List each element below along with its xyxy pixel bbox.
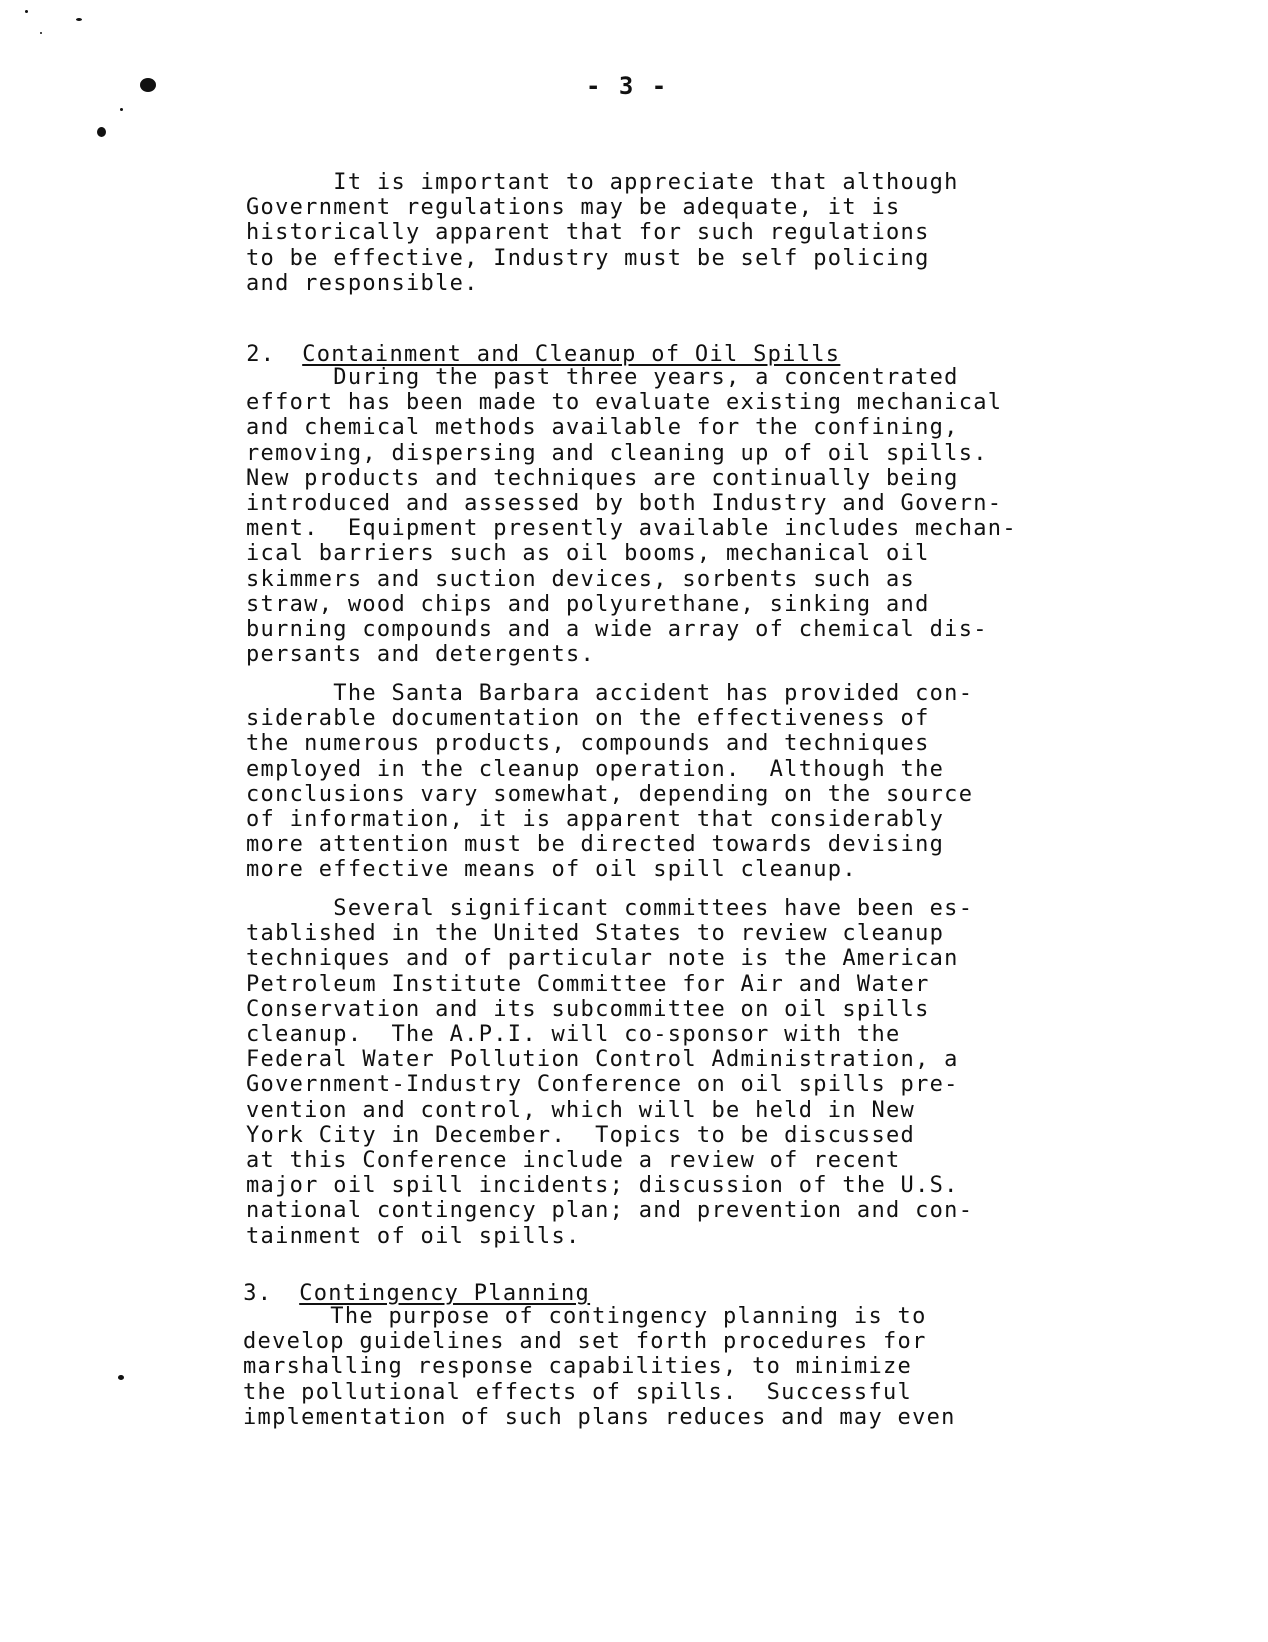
- text-line: tainment of oil spills.: [246, 1223, 581, 1249]
- text-line: Several significant committees have been es-: [246, 896, 974, 921]
- ink-speck: [140, 78, 156, 92]
- text-line: Government-Industry Conference on oil spills pre-: [246, 1072, 959, 1098]
- text-line: the numerous products, compounds and techniques: [246, 731, 930, 757]
- text-line: The purpose of contingency planning is to: [243, 1304, 927, 1329]
- text-line: implementation of such plans reduces and may even: [243, 1404, 956, 1430]
- text-line: Conservation and its subcommittee on oil spills: [246, 996, 930, 1022]
- text-line: more effective means of oil spill cleanup.: [246, 857, 857, 883]
- text-line: skimmers and suction devices, sorbents such as: [246, 566, 916, 592]
- section-2-paragraph: [246, 365, 1017, 667]
- ink-speck: [120, 108, 123, 111]
- intro-paragraph: [246, 170, 959, 296]
- text-line: removing, dispersing and cleaning up of oil spills.: [246, 440, 988, 466]
- text-line: and chemical methods available for the confining,: [246, 415, 959, 441]
- text-line: cleanup. The A.P.I. will co-sponsor with the: [246, 1022, 901, 1048]
- text-line: ical barriers such as oil booms, mechanical oil: [246, 541, 930, 567]
- text-line: The Santa Barbara accident has provided con-: [246, 681, 974, 706]
- text-line: employed in the cleanup operation. Although the: [246, 756, 945, 782]
- ink-speck: [118, 1375, 124, 1380]
- text-line: ment. Equipment presently available includes mechan-: [246, 516, 1017, 542]
- section-3-number: 3.: [243, 1281, 273, 1306]
- text-line: historically apparent that for such regulations: [246, 220, 930, 246]
- text-line: the pollutional effects of spills. Successful: [243, 1379, 913, 1405]
- section-3-title: Contingency Planning: [299, 1281, 591, 1306]
- section-2-title: Containment and Cleanup of Oil Spills: [302, 342, 841, 367]
- text-line: siderable documentation on the effectiveness of: [246, 706, 930, 732]
- text-line: to be effective, Industry must be self policing: [246, 245, 930, 271]
- text-line: New products and techniques are continually being: [246, 465, 959, 491]
- ink-speck: [76, 18, 82, 21]
- text-line: York City in December. Topics to be discussed: [246, 1122, 916, 1148]
- text-line: burning compounds and a wide array of chemical dis-: [246, 617, 988, 643]
- text-line: During the past three years, a concentrated: [246, 365, 959, 390]
- text-line: major oil spill incidents; discussion of the U.S.: [246, 1173, 959, 1199]
- ink-speck: [40, 32, 42, 34]
- text-line: Government regulations may be adequate, it is: [246, 195, 901, 221]
- text-line: techniques and of particular note is the American: [246, 946, 959, 972]
- text-line: introduced and assessed by both Industry and Govern-: [246, 491, 1003, 517]
- text-line: effort has been made to evaluate existing mechanical: [246, 390, 1003, 416]
- text-line: conclusions vary somewhat, depending on the source: [246, 781, 974, 807]
- text-line: and responsible.: [246, 270, 479, 296]
- text-line: more attention must be directed towards devising: [246, 832, 945, 858]
- text-line: national contingency plan; and prevention and con-: [246, 1198, 974, 1224]
- text-line: vention and control, which will be held in New: [246, 1097, 916, 1123]
- section-2-paragraph: [246, 896, 973, 1249]
- text-line: develop guidelines and set forth procedures for: [243, 1329, 927, 1355]
- text-line: marshalling response capabilities, to minimize: [243, 1354, 913, 1380]
- text-line: at this Conference include a review of recent: [246, 1148, 901, 1174]
- ink-speck: [97, 127, 106, 137]
- text-line: Federal Water Pollution Control Administration, a: [246, 1047, 959, 1073]
- text-line: of information, it is apparent that considerably: [246, 807, 945, 833]
- section-3-paragraph: [243, 1304, 956, 1430]
- text-line: straw, wood chips and polyurethane, sinking and: [246, 591, 930, 617]
- text-line: Petroleum Institute Committee for Air and Water: [246, 971, 930, 997]
- section-2-paragraph: [246, 681, 973, 883]
- text-line: persants and detergents.: [246, 642, 596, 668]
- text-line: tablished in the United States to review cleanup: [246, 921, 945, 947]
- section-2-number: 2.: [246, 342, 276, 367]
- ink-speck: [25, 10, 28, 13]
- page-number: - 3 -: [586, 72, 669, 100]
- text-line: It is important to appreciate that although: [246, 170, 959, 195]
